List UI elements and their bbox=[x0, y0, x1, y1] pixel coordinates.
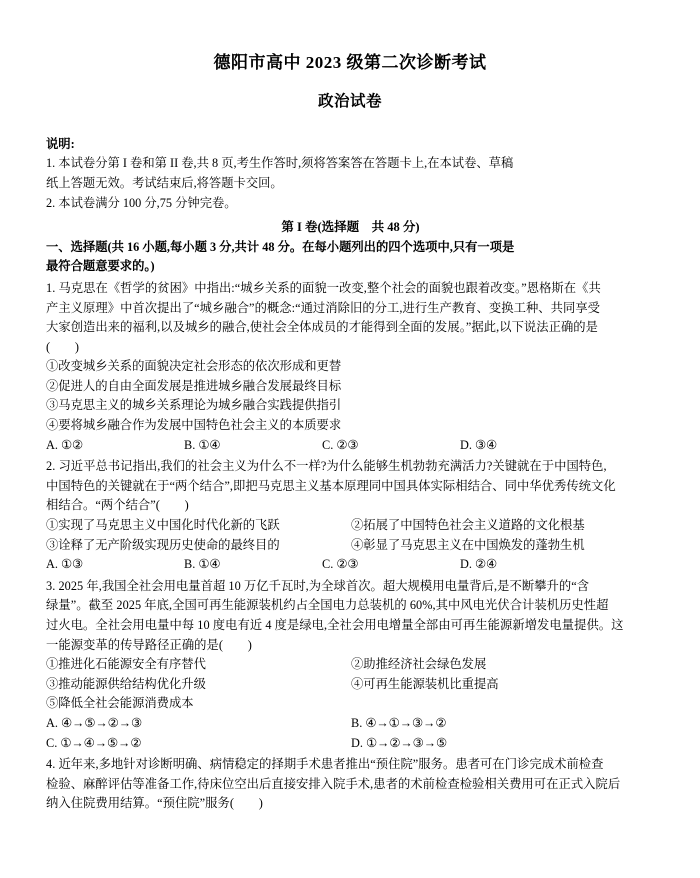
notice-label: 说明: bbox=[46, 136, 75, 151]
question-2-option-1[interactable]: ①实现了马克思主义中国化时代化新的飞跃 bbox=[46, 518, 280, 533]
question-3-option-2[interactable]: ②助推经济社会绿色发展 bbox=[351, 657, 487, 672]
question-2-stem-line-1: 2. 习近平总书记指出,我们的社会主义为什么不一样?为什么能够生机勃勃充满活力?关键就在于中国特色, bbox=[46, 459, 607, 474]
question-3-answer-b[interactable]: B. ④→①→③→② bbox=[351, 715, 447, 730]
question-2-answer-d[interactable]: D. ②④ bbox=[460, 557, 498, 572]
question-3-answer-row-2 bbox=[46, 734, 655, 754]
question-1-answer-a[interactable]: A. ①② bbox=[46, 437, 84, 452]
question-3-answer-a[interactable]: A. ④→⑤→②→③ bbox=[46, 715, 143, 730]
question-3-stem-line-2: 绿量”。截至 2025 年底,全国可再生能源装机约占全国电力总装机的 60%,其中风电光伏合计装机历史性超 bbox=[46, 598, 609, 613]
question-1-option-3[interactable]: ③马克思主义的城乡关系理论为城乡融合实践提供指引 bbox=[46, 398, 342, 413]
question-1-answers bbox=[46, 436, 655, 456]
notice-item-1: 1. 本试卷分第 I 卷和第 II 卷,共 8 页,考生作答时,须将答案答在答题卡上,在本试卷、草稿 bbox=[46, 156, 514, 171]
question-2-option-4[interactable]: ④彰显了马克思主义在中国焕发的蓬勃生机 bbox=[351, 537, 585, 552]
page-title: 德阳市高中 2023 级第二次诊断考试 bbox=[213, 53, 487, 72]
notice-item-2: 2. 本试卷满分 100 分,75 分钟完卷。 bbox=[46, 195, 237, 210]
question-1-stem-line-3: 大家创造出来的福利,以及城乡的融合,使社会全体成员的才能得到全面的发展。”据此,以下说法正确的是 bbox=[46, 320, 598, 335]
question-1-answer-b[interactable]: B. ①④ bbox=[184, 437, 221, 452]
question-2-answers bbox=[46, 555, 655, 575]
question-4-stem-line-2: 检验、麻醉评估等准备工作,待床位空出后直接安排入院手术,患者的术前检查检验相关费用可在正式入院后 bbox=[46, 776, 621, 791]
question-4-stem-line-1: 4. 近年来,多地针对诊断明确、病情稳定的择期手术患者推出“预住院”服务。患者可在门诊完成术前检查 bbox=[46, 757, 604, 772]
question-3-option-1[interactable]: ①推进化石能源安全有序替代 bbox=[46, 657, 206, 672]
question-1-answer-c[interactable]: C. ②③ bbox=[322, 437, 359, 452]
question-3-option-5[interactable]: ⑤降低全社会能源消费成本 bbox=[46, 696, 194, 711]
question-2-option-row-2 bbox=[46, 536, 655, 556]
question-3-stem-line-1: 3. 2025 年,我国全社会用电量首超 10 万亿千瓦时,为全球首次。超大规模用电量背后,是不断攀升的“含 bbox=[46, 578, 590, 593]
question-2-option-2[interactable]: ②拓展了中国特色社会主义道路的文化根基 bbox=[351, 518, 585, 533]
question-1-stem-line-2: 产主义原理》中首次提出了“城乡融合”的概念:“通过消除旧的分工,进行生产教育、变换工种、共同享受 bbox=[46, 300, 601, 315]
question-1-answer-blank[interactable]: ( ) bbox=[46, 339, 79, 354]
question-2-answer-b[interactable]: B. ①④ bbox=[184, 557, 221, 572]
question-1-option-1[interactable]: ①改变城乡关系的面貌决定社会形态的依次形成和更替 bbox=[46, 359, 342, 374]
question-3-stem-line-3: 过火电。全社会用电量中每 10 度电有近 4 度是绿电,全社会用电增量全部由可再生能源新增发电量提供。这 bbox=[46, 618, 624, 632]
question-3-option-4[interactable]: ④可再生能源装机比重提高 bbox=[351, 676, 499, 691]
notice-item-1-cont: 纸上答题无效。考试结束后,将答题卡交回。 bbox=[46, 175, 283, 190]
question-2-stem-line-2: 中国特色的关键就在于“两个结合”,即把马克思主义基本原理同中国具体实际相结合、同中华优秀传统文化 bbox=[46, 478, 616, 493]
page-subtitle: 政治试卷 bbox=[317, 92, 382, 110]
question-4 bbox=[46, 753, 655, 814]
document-body bbox=[0, 135, 700, 814]
question-3-answer-row-1 bbox=[46, 714, 655, 734]
question-2 bbox=[46, 455, 655, 575]
section-header: 第 I 卷(选择题 共 48 分) bbox=[281, 220, 420, 235]
question-3-option-3[interactable]: ③推动能源供给结构优化升级 bbox=[46, 676, 206, 691]
section-instruction-line-2: 最符合题意要求的。) bbox=[46, 259, 155, 274]
question-3-stem-line-4[interactable]: 一能源变革的传导路径正确的是( ) bbox=[46, 637, 252, 652]
question-4-stem-line-3[interactable]: 纳入住院费用结算。“预住院”服务( ) bbox=[46, 796, 263, 811]
question-3 bbox=[46, 575, 655, 753]
question-1-option-2[interactable]: ②促进人的自由全面发展是推进城乡融合发展最终目标 bbox=[46, 378, 342, 393]
question-3-option-row-2 bbox=[46, 675, 655, 695]
question-1-stem-line-1: 1. 马克思在《哲学的贫困》中指出:“城乡关系的面貌一改变,整个社会的面貌也跟着改变。”恩格斯在《共 bbox=[46, 280, 601, 295]
question-1-answer-d[interactable]: D. ③④ bbox=[460, 437, 498, 452]
question-1 bbox=[46, 277, 655, 455]
question-2-option-row-1 bbox=[46, 516, 655, 536]
question-2-option-3[interactable]: ③诠释了无产阶级实现历史使命的最终目的 bbox=[46, 537, 280, 552]
question-3-option-row-1 bbox=[46, 655, 655, 675]
question-2-stem-line-3[interactable]: 相结合。“两个结合”( ) bbox=[46, 498, 189, 513]
section-instruction-line-1: 一、选择题(共 16 小题,每小题 3 分,共计 48 分。在每小题列出的四个选项中,只有一项是 bbox=[46, 239, 515, 254]
question-3-answer-d[interactable]: D. ①→②→③→⑤ bbox=[351, 735, 448, 750]
question-2-answer-a[interactable]: A. ①③ bbox=[46, 557, 84, 572]
question-1-option-4[interactable]: ④要将城乡融合作为发展中国特色社会主义的本质要求 bbox=[46, 418, 342, 433]
question-2-answer-c[interactable]: C. ②③ bbox=[322, 557, 359, 572]
question-3-answer-c[interactable]: C. ①→④→⑤→② bbox=[46, 735, 142, 750]
